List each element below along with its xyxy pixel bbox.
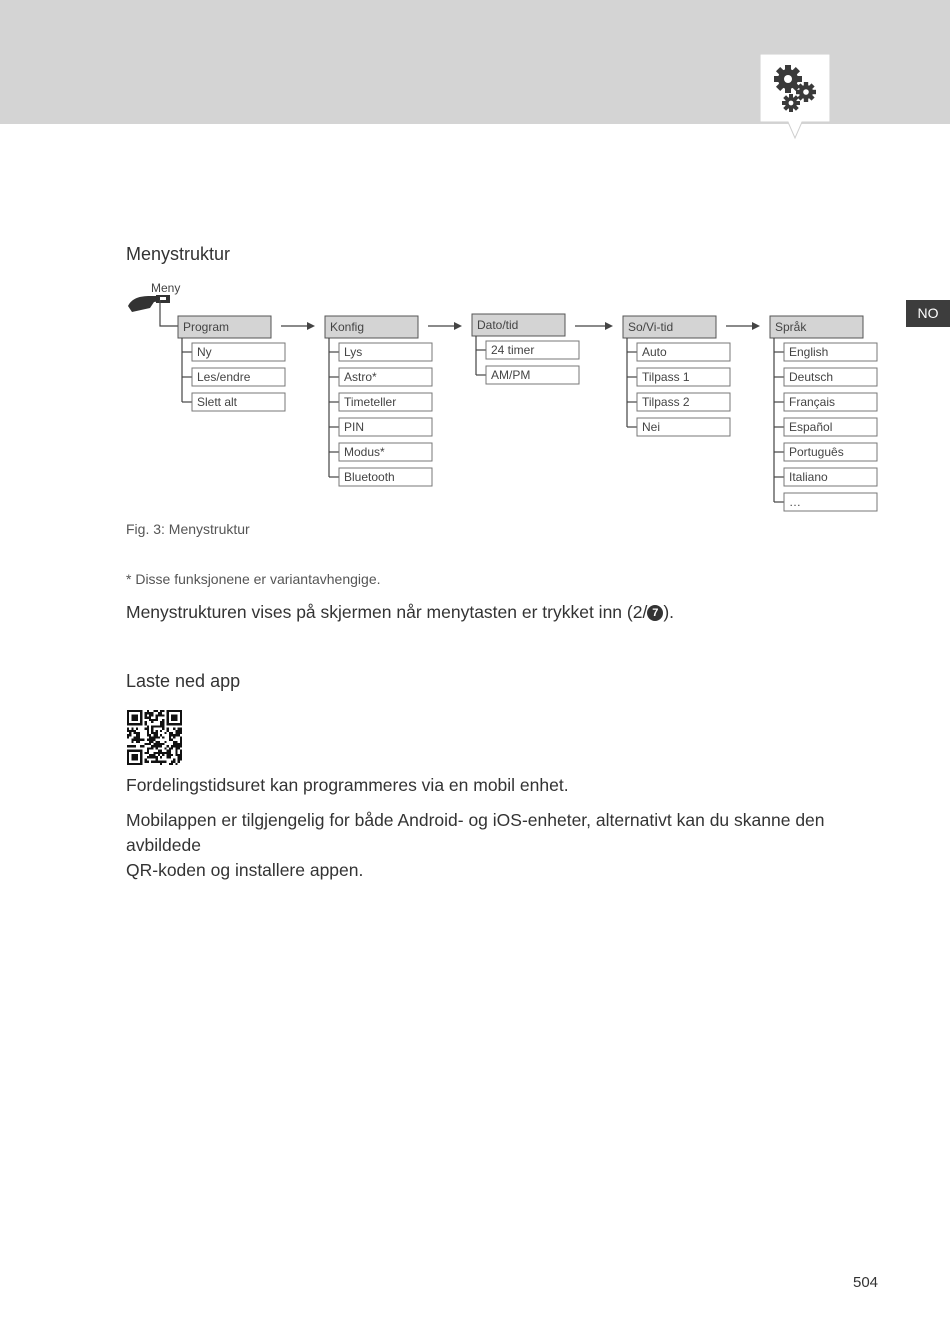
hand-pointer-icon xyxy=(128,295,170,312)
footnote: * Disse funksjonene er variantavhengige. xyxy=(126,571,381,587)
menu-item-label: English xyxy=(789,345,829,359)
menu-item-label: Slett alt xyxy=(197,395,238,409)
menu-item-label: Timeteller xyxy=(344,395,397,409)
language-tab[interactable]: NO xyxy=(906,300,950,327)
menu-item-label: Deutsch xyxy=(789,370,834,384)
menu-item-label: Astro* xyxy=(344,370,377,384)
key-number-badge: 7 xyxy=(647,605,663,621)
menu-item-label: Nei xyxy=(642,420,661,434)
download-app-heading: Laste ned app xyxy=(126,671,241,691)
menu-item-label: Español xyxy=(789,420,833,434)
menu-item-label: Tilpass 1 xyxy=(642,370,690,384)
meny-label: Meny xyxy=(151,281,181,295)
menu-column-4 xyxy=(623,316,760,436)
menu-column-3 xyxy=(472,314,613,384)
menu-item-label: Italiano xyxy=(789,470,828,484)
menu-column-1 xyxy=(178,316,315,411)
arrow-right-icon xyxy=(752,322,760,330)
page-number: 504 xyxy=(853,1274,879,1291)
app-paragraph-1: Fordelingstidsuret kan programmeres via en mobil enhet. xyxy=(126,775,569,795)
menu-item-label: Français xyxy=(789,395,836,409)
menu-title-label: Dato/tid xyxy=(477,318,519,332)
menu-item-label: Auto xyxy=(642,345,667,359)
arrow-right-icon xyxy=(605,322,613,330)
menu-column-5 xyxy=(770,316,877,511)
menu-item-label: PIN xyxy=(344,420,365,434)
menu-item-label: 24 timer xyxy=(491,343,535,357)
menu-item-label: Bluetooth xyxy=(344,470,395,484)
menu-item-label: Tilpass 2 xyxy=(642,395,690,409)
menu-column-2 xyxy=(325,316,462,486)
menu-item-label: Les/endre xyxy=(197,370,251,384)
menu-title-label: Språk xyxy=(775,320,807,334)
arrow-right-icon xyxy=(454,322,462,330)
menu-item-label: AM/PM xyxy=(491,368,531,382)
menu-item-label: Ny xyxy=(197,345,212,359)
figure-caption: Fig. 3: Menystruktur xyxy=(126,521,250,537)
menu-structure-diagram xyxy=(120,276,890,516)
menu-description: Menystrukturen vises på skjermen når menytasten er trykket inn (2/ 7 ). xyxy=(126,602,675,622)
menu-item-label: Modus* xyxy=(344,445,385,459)
app-paragraph-2: Mobilappen er tilgjengelig for både Android- og iOS-enheter, alternativt kan du skanne den avbildede QR-koden og installere appen. xyxy=(126,810,825,880)
qr-code[interactable] xyxy=(127,710,182,765)
menu-item-label: Português xyxy=(789,445,844,459)
menu-item-label: Lys xyxy=(344,345,363,359)
gears-icon xyxy=(760,54,830,140)
menu-item-label: … xyxy=(789,495,801,509)
menu-title-label: Program xyxy=(183,320,230,334)
menu-title-label: Konfig xyxy=(330,320,365,334)
arrow-right-icon xyxy=(307,322,315,330)
menu-structure-heading: Menystruktur xyxy=(126,244,231,264)
menu-title-label: So/Vi-tid xyxy=(628,320,674,334)
